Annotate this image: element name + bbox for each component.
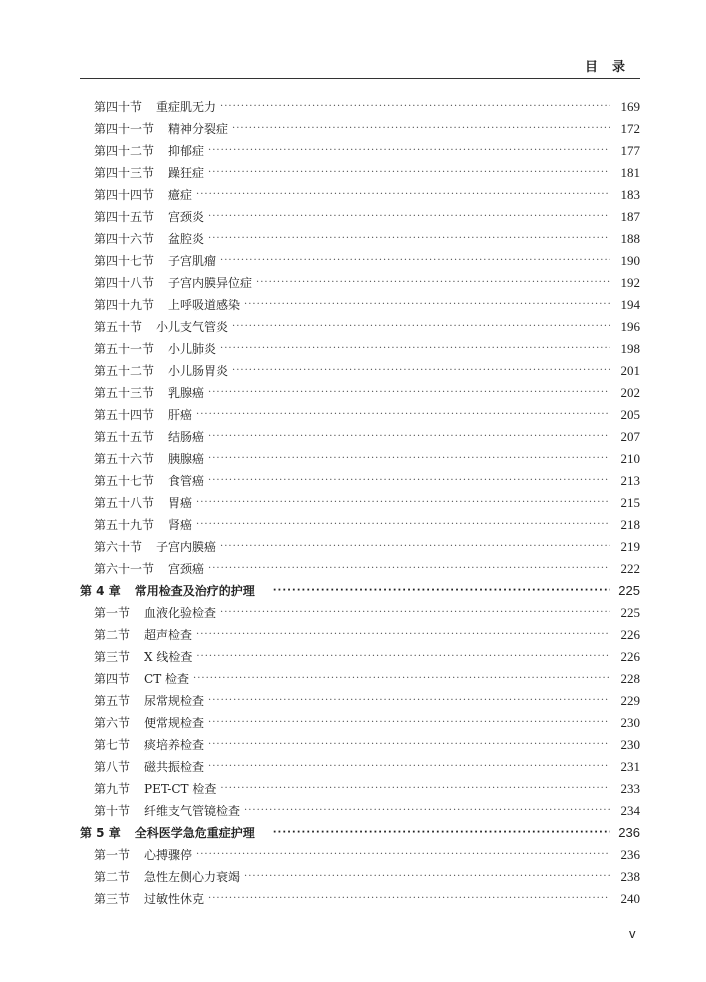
dot-leader <box>232 118 610 140</box>
table-of-contents <box>80 96 640 910</box>
toc-entry-page: 201 <box>620 363 640 378</box>
dot-leader <box>208 140 610 162</box>
toc-entry-page: 225 <box>620 605 640 620</box>
toc-entry-title: 小儿支气管炎 <box>156 320 229 334</box>
dot-leader <box>208 162 610 184</box>
dot-leader <box>208 756 610 778</box>
toc-entry-page: 198 <box>620 341 640 356</box>
toc-section-entry <box>80 360 640 382</box>
dot-leader <box>220 536 610 558</box>
toc-entry-title: 宫颈炎 <box>168 210 205 224</box>
toc-entry-title: 磁共振检查 <box>144 760 205 774</box>
toc-entry-page: 190 <box>620 253 640 268</box>
dot-leader <box>208 448 610 470</box>
dot-leader <box>256 272 610 294</box>
toc-entry-title: 精神分裂症 <box>168 122 229 136</box>
dot-leader <box>220 250 610 272</box>
toc-entry-number: 第四十一节 <box>94 122 155 136</box>
toc-section-entry <box>80 470 640 492</box>
toc-entry-title: 子宫内膜异位症 <box>168 276 253 290</box>
toc-entry-page: 183 <box>620 187 640 202</box>
toc-entry-page: 194 <box>620 297 640 312</box>
toc-section-entry <box>80 492 640 514</box>
toc-section-entry <box>80 294 640 316</box>
header-rule <box>80 78 640 79</box>
toc-entry-title: PET-CT 检查 <box>144 782 217 796</box>
toc-entry-number: 第四十七节 <box>94 254 155 268</box>
toc-entry-number: 第 4 章 <box>80 584 121 598</box>
toc-entry-page: 238 <box>620 869 640 884</box>
toc-entry-number: 第 5 章 <box>80 826 121 840</box>
toc-entry-number: 第七节 <box>94 738 131 752</box>
toc-entry-page: 215 <box>620 495 640 510</box>
toc-entry-title: 全科医学急危重症护理 <box>134 826 255 840</box>
dot-leader <box>208 382 610 404</box>
toc-section-entry <box>80 514 640 536</box>
toc-entry-page: 230 <box>620 715 640 730</box>
dot-leader <box>244 866 610 888</box>
toc-section-entry <box>80 162 640 184</box>
toc-section-entry <box>80 800 640 822</box>
page-number: v <box>629 926 636 941</box>
toc-section-entry <box>80 118 640 140</box>
dot-leader <box>232 360 610 382</box>
toc-entry-page: 172 <box>620 121 640 136</box>
toc-entry-number: 第四十六节 <box>94 232 155 246</box>
toc-section-entry <box>80 734 640 756</box>
toc-entry-page: 240 <box>620 891 640 906</box>
toc-entry-number: 第五十节 <box>94 320 143 334</box>
toc-section-entry <box>80 382 640 404</box>
toc-entry-number: 第五节 <box>94 694 131 708</box>
toc-section-entry <box>80 888 640 910</box>
toc-entry-page: 187 <box>620 209 640 224</box>
toc-entry-title: 常用检查及治疗的护理 <box>134 584 255 598</box>
toc-entry-title: 子宫肌瘤 <box>168 254 217 268</box>
toc-entry-number: 第六十一节 <box>94 562 155 576</box>
toc-entry-title: 上呼吸道感染 <box>168 298 241 312</box>
toc-section-entry <box>80 536 640 558</box>
toc-entry-page: 210 <box>620 451 640 466</box>
toc-section-entry <box>80 250 640 272</box>
dot-leader <box>232 316 610 338</box>
toc-section-entry <box>80 448 640 470</box>
toc-entry-number: 第四十九节 <box>94 298 155 312</box>
toc-entry-page: 230 <box>620 737 640 752</box>
toc-entry-title: 血液化验检查 <box>144 606 217 620</box>
toc-entry-page: 228 <box>620 671 640 686</box>
toc-entry-page: 202 <box>620 385 640 400</box>
toc-entry-number: 第三节 <box>94 650 131 664</box>
dot-leader <box>208 888 610 910</box>
toc-entry-title: 宫颈癌 <box>168 562 205 576</box>
dot-leader <box>273 822 610 844</box>
toc-entry-page: 213 <box>620 473 640 488</box>
toc-entry-title: 躁狂症 <box>168 166 205 180</box>
toc-entry-title: 纤维支气管镜检查 <box>144 804 241 818</box>
toc-entry-page: 192 <box>620 275 640 290</box>
toc-entry-title: 便常规检查 <box>144 716 205 730</box>
toc-entry-title: 痰培养检查 <box>144 738 205 752</box>
toc-section-entry <box>80 690 640 712</box>
toc-entry-number: 第八节 <box>94 760 131 774</box>
toc-entry-number: 第一节 <box>94 606 131 620</box>
toc-section-entry <box>80 712 640 734</box>
running-header: 目录 <box>584 60 639 75</box>
toc-section-entry <box>80 624 640 646</box>
toc-entry-number: 第四十五节 <box>94 210 155 224</box>
toc-entry-title: 胃癌 <box>168 496 193 510</box>
toc-entry-title: 重症肌无力 <box>156 100 217 114</box>
toc-entry-page: 236 <box>618 825 640 840</box>
dot-leader <box>273 580 610 602</box>
toc-section-entry <box>80 756 640 778</box>
dot-leader <box>193 668 610 690</box>
toc-entry-page: 222 <box>620 561 640 576</box>
toc-entry-number: 第四十四节 <box>94 188 155 202</box>
toc-entry-number: 第五十八节 <box>94 496 155 510</box>
toc-entry-title: 盆腔炎 <box>168 232 205 246</box>
toc-entry-number: 第五十二节 <box>94 364 155 378</box>
toc-entry-title: 小儿肠胃炎 <box>168 364 229 378</box>
toc-entry-page: 225 <box>618 583 640 598</box>
dot-leader <box>196 624 610 646</box>
toc-section-entry <box>80 778 640 800</box>
toc-entry-title: 心搏骤停 <box>144 848 193 862</box>
dot-leader <box>196 492 610 514</box>
toc-entry-page: 181 <box>620 165 640 180</box>
toc-entry-page: 218 <box>620 517 640 532</box>
toc-entry-title: 癔症 <box>168 188 193 202</box>
toc-entry-page: 236 <box>620 847 640 862</box>
toc-section-entry <box>80 228 640 250</box>
toc-section-entry <box>80 646 640 668</box>
toc-entry-title: X 线检查 <box>144 650 193 664</box>
toc-entry-title: 肾癌 <box>168 518 193 532</box>
toc-entry-number: 第四十节 <box>94 100 143 114</box>
toc-entry-number: 第四十八节 <box>94 276 155 290</box>
dot-leader <box>208 426 610 448</box>
toc-section-entry <box>80 184 640 206</box>
dot-leader <box>208 558 610 580</box>
toc-entry-title: 急性左侧心力衰竭 <box>144 870 241 884</box>
toc-entry-number: 第四十三节 <box>94 166 155 180</box>
toc-entry-page: 207 <box>620 429 640 444</box>
toc-entry-number: 第五十五节 <box>94 430 155 444</box>
dot-leader <box>196 404 610 426</box>
toc-entry-number: 第二节 <box>94 628 131 642</box>
toc-entry-number: 第五十四节 <box>94 408 155 422</box>
toc-entry-title: 子宫内膜癌 <box>156 540 217 554</box>
toc-section-entry <box>80 338 640 360</box>
dot-leader <box>196 646 610 668</box>
toc-entry-number: 第二节 <box>94 870 131 884</box>
toc-entry-page: 177 <box>620 143 640 158</box>
toc-entry-number: 第一节 <box>94 848 131 862</box>
toc-section-entry <box>80 206 640 228</box>
toc-entry-title: 尿常规检查 <box>144 694 205 708</box>
toc-section-entry <box>80 602 640 624</box>
toc-entry-number: 第五十三节 <box>94 386 155 400</box>
dot-leader <box>208 228 610 250</box>
toc-entry-title: 小儿肺炎 <box>168 342 217 356</box>
toc-entry-page: 205 <box>620 407 640 422</box>
toc-entry-number: 第五十七节 <box>94 474 155 488</box>
toc-entry-title: CT 检查 <box>144 672 190 686</box>
toc-entry-number: 第五十一节 <box>94 342 155 356</box>
toc-chapter-entry <box>80 580 640 602</box>
toc-entry-title: 食管癌 <box>168 474 205 488</box>
dot-leader <box>196 184 610 206</box>
dot-leader <box>196 514 610 536</box>
dot-leader <box>244 800 610 822</box>
toc-entry-page: 233 <box>620 781 640 796</box>
toc-entry-title: 结肠癌 <box>168 430 205 444</box>
toc-entry-number: 第三节 <box>94 892 131 906</box>
toc-entry-title: 胰腺癌 <box>168 452 205 466</box>
toc-entry-page: 226 <box>620 649 640 664</box>
toc-entry-title: 乳腺癌 <box>168 386 205 400</box>
toc-entry-page: 188 <box>620 231 640 246</box>
dot-leader <box>208 690 610 712</box>
toc-entry-page: 169 <box>620 99 640 114</box>
dot-leader <box>244 294 610 316</box>
dot-leader <box>208 470 610 492</box>
toc-entry-number: 第四十二节 <box>94 144 155 158</box>
toc-section-entry <box>80 272 640 294</box>
toc-entry-page: 219 <box>620 539 640 554</box>
toc-entry-page: 226 <box>620 627 640 642</box>
dot-leader <box>196 844 610 866</box>
toc-entry-number: 第五十六节 <box>94 452 155 466</box>
dot-leader <box>220 96 610 118</box>
toc-section-entry <box>80 140 640 162</box>
toc-entry-page: 196 <box>620 319 640 334</box>
toc-entry-page: 231 <box>620 759 640 774</box>
toc-entry-title: 过敏性休克 <box>144 892 205 906</box>
toc-section-entry <box>80 558 640 580</box>
dot-leader <box>208 712 610 734</box>
toc-entry-number: 第六十节 <box>94 540 143 554</box>
toc-chapter-entry <box>80 822 640 844</box>
dot-leader <box>208 206 610 228</box>
toc-section-entry <box>80 316 640 338</box>
dot-leader <box>208 734 610 756</box>
toc-entry-number: 第六节 <box>94 716 131 730</box>
dot-leader <box>220 338 610 360</box>
toc-entry-number: 第四节 <box>94 672 131 686</box>
toc-section-entry <box>80 426 640 448</box>
toc-section-entry <box>80 866 640 888</box>
toc-section-entry <box>80 404 640 426</box>
toc-entry-number: 第十节 <box>94 804 131 818</box>
toc-entry-number: 第五十九节 <box>94 518 155 532</box>
toc-entry-page: 234 <box>620 803 640 818</box>
dot-leader <box>220 602 610 624</box>
toc-entry-title: 抑郁症 <box>168 144 205 158</box>
toc-entry-number: 第九节 <box>94 782 131 796</box>
toc-section-entry <box>80 96 640 118</box>
toc-section-entry <box>80 844 640 866</box>
toc-section-entry <box>80 668 640 690</box>
toc-entry-title: 肝癌 <box>168 408 193 422</box>
toc-entry-title: 超声检查 <box>144 628 193 642</box>
dot-leader <box>220 778 610 800</box>
toc-entry-page: 229 <box>620 693 640 708</box>
